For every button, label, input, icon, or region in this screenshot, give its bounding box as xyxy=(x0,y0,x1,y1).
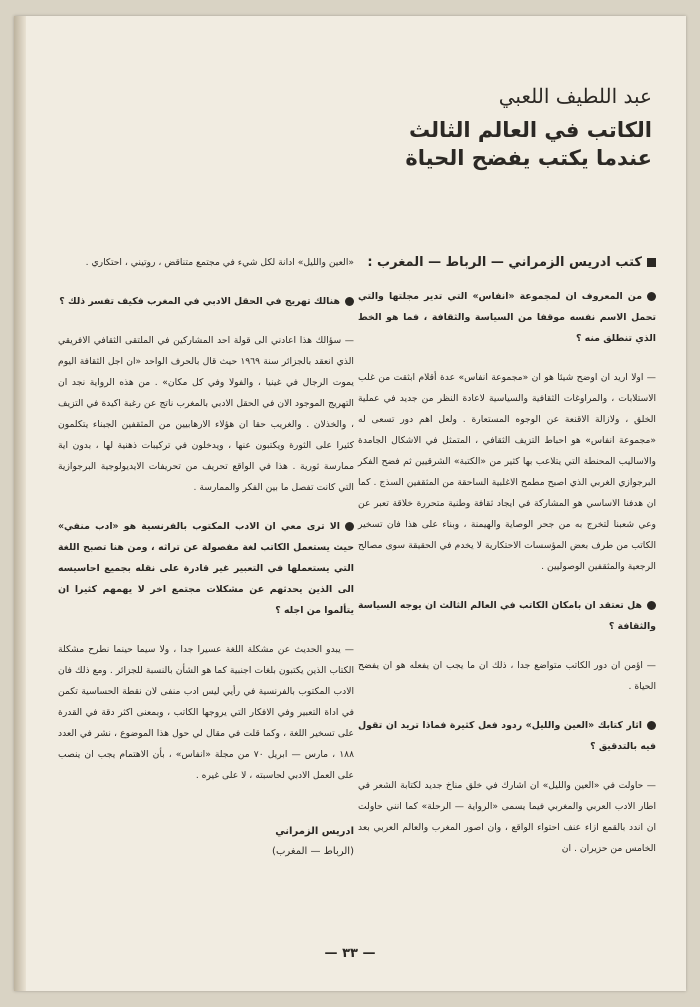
bullet-icon xyxy=(647,292,656,301)
signature-name: ادريس الزمراني xyxy=(275,826,354,837)
answer-2: — اؤمن ان دور الكاتب متواضع جدا ، ذلك ان ما يجب ان يفعله هو ان يفضح الحياة . xyxy=(358,660,656,692)
magazine-page xyxy=(14,16,686,991)
signature xyxy=(58,822,354,862)
signature-place: (الرباط — المغرب) xyxy=(272,846,354,857)
left-column xyxy=(58,252,354,931)
question-2: هل تعتقد ان بامكان الكاتب في العالم الثالث ان يوجه السياسة والثقافة ؟ xyxy=(358,600,656,632)
page-number: — ٣٣ — xyxy=(324,946,376,961)
page-spine-shadow xyxy=(14,16,26,991)
question-5: الا ترى معي ان الادب المكتوب بالفرنسية هو «ادب منفي» حيث يستعمل الكاتب لغة مفصولة عن تراثه ، ومن هنا تصبح اللغة التي يستعملها في التعبير غير قادرة على نقله بجميع احاسيسه الى الذين يحدثهم عن مشكلات مجتمع اخر لا يهمهم كثيرا ان يتألموا من اجله ؟ xyxy=(58,521,354,616)
answer-5: — يبدو الحديث عن مشكلة اللغة عسيرا جدا ، ولا سيما حينما نطرح مشكلة الكتاب الذين يكتبون بلغات اجنبية كما هو الشأن بالنسبة للجزائر . ومع ذلك فان الادب المكتوب بالفرنسية في رأيي ليس ادب منفى لان نقطة الحساسية تكمن في اداة التعبير وفي الافكار التي يروجها الكاتب ، وبمعنى اكثر دقة في القدرة على تسخير اللغة ، وكما قلت في مقال لي حول هذا الموضوع ، نشر في العدد ١٨٨ ، مارس — ابريل ٧٠ من مجلة «انفاس» ، بأن الاهتمام يجب ان ينصب على العمل الادبي لحاسبته ، لا على غيره . xyxy=(58,644,355,781)
article-title-line-1: الكاتب في العالم الثالث xyxy=(408,118,652,142)
right-column xyxy=(358,252,656,931)
bullet-icon xyxy=(345,297,354,306)
author-name: عبد اللطيف اللعبي xyxy=(498,84,652,108)
question-1: من المعروف ان لمجموعة «انفاس» التي تدير مجلتها والتي تحمل الاسم نفسه موقفا من السياسة والثقافة ، فما هو الخط الذي تنطلق منه ؟ xyxy=(358,291,656,344)
question-4: هنالك تهريج في الحقل الادبي في المغرب فكيف تفسر ذلك ؟ xyxy=(58,291,354,312)
section-heading: كتب ادريس الزمراني — الرباط — المغرب : xyxy=(358,252,656,274)
bullet-icon xyxy=(647,721,656,730)
answer-3-continued: «العين والليل» ادانة لكل شيء في مجتمع متناقض ، روتيني ، احتكاري . xyxy=(85,257,354,268)
answer-1: — اولا اريد ان اوضح شيئا هو ان «مجموعة انفاس» عدة أقلام ابثقت من غلب الاستلابات ، والمراوغات الثقافية والسياسية لاعادة النظر من جديد في عملية الخلق ، ولازالة الاقنعة عن الوجوه المستعارة . ولعل اهم دور تسعى له «مجموعة انفاس» هو احباط التزيف الثقافي ، المتمثل في الاشكال الجامدة والاساليب المحنطة التي يتلاعب بها كثير من «الكتبة» الشرقيين ثم فضح الفكر البرجوازي الغربي الذي اصبح مطمح الاغلبية الساحقة من المثقفين السذج . كما ان هدفنا الاساسي هو المشاركة في ايجاد ثقافة وطنية متحررة خلاقة تعبر عن وعي شعبنا لتخرج به من جحر الوصاية والهيمنة ، وبناء على هذا فان تسخير الكاتب من طرف بعض المؤسسات الاحتكارية لا يخدم في الحقيقة سوى مصالح الرجعية والمثقفين الوصوليين . xyxy=(358,372,656,572)
answer-4: — سؤالك هذا اعادني الى قولة احد المشاركين في الملتقى الثقافي الافريقي الذي انعقد بالجزائر سنة ١٩٦٩ حيث قال بالحرف الواحد «ان اجل الثقافة اليوم يموت الرجال في غينيا ، والفولا وفي كل مكان» . من هذه الرواية نجد ان التهريج الموجود الان في الحقل الادبي بالمغرب ناتج عن رغبة اكيدة في التزيف ، والخذلان . والغريب حقا ان هؤلاء الارهابيين من المثقفين الجبناء يتكلمون كثيرا على الثورة ويكتبون عنها ، ويدخلون في تركيبات ذهنية لها ، بدون اية ممارسة ثورية . هذا في الواقع تحريف من تحريفات الايديولوجية البرجوازية التي كانت تفصل ما بين الفكر والممارسة . xyxy=(58,335,354,493)
bullet-icon xyxy=(345,522,354,531)
answer-3: — حاولت في «العين والليل» ان اشارك في خلق مناخ جديد لكتابة الشعر في اطار الادب العربي والمغربي فيما يسمى «الرواية — الرحلة» كما انني حاولت ان اندد بالقمع ازاء عنف احتواء الواقع ، وان اصور المغرب والعالم العربي بعد الخامس من حزيران . ان xyxy=(358,780,656,854)
article-header xyxy=(352,84,652,172)
square-bullet-icon xyxy=(647,258,656,267)
question-3: اثار كتابك «العين والليل» ردود فعل كثيرة فماذا تريد ان تقول فيه بالتدقيق ؟ xyxy=(358,720,656,752)
bullet-icon xyxy=(647,601,656,610)
article-title-line-2: عندما يكتب يفضح الحياة xyxy=(405,146,652,170)
